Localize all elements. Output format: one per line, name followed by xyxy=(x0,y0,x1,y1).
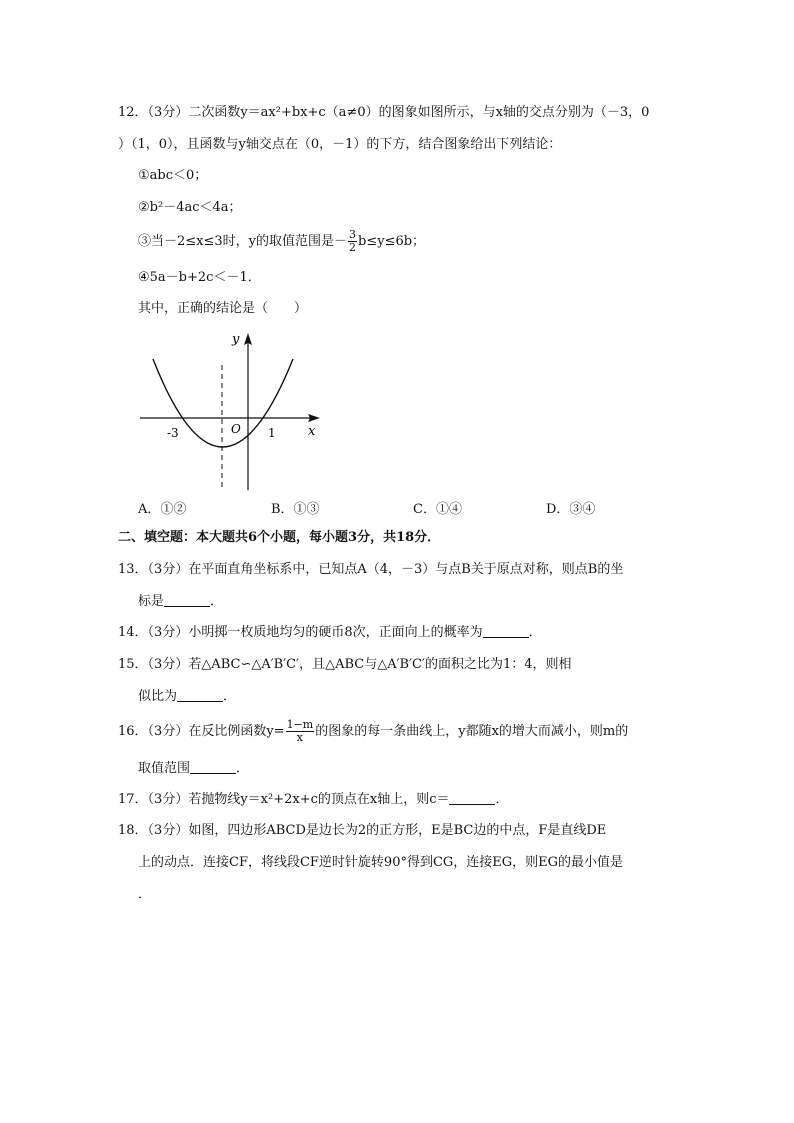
q17-text: 17．（3分）若抛物线y＝x²+2x+c的顶点在x轴上，则c＝ xyxy=(118,792,450,807)
tick-label-neg3: -3 xyxy=(167,426,179,440)
fraction-numerator: 1−m xyxy=(286,718,314,731)
q14-text: 14．（3分）小明掷一枚质地均匀的硬币8次，正面向上的概率为 xyxy=(118,625,483,640)
fraction-numerator: 3 xyxy=(349,228,357,241)
q12-line2: ）（1，0），且函数与y轴交点在（0，－1）的下方，结合图象给出下列结论： xyxy=(118,137,562,152)
y-axis-label: y xyxy=(232,332,240,347)
q13-period: ． xyxy=(210,594,224,609)
option-c[interactable]: C．①④ xyxy=(413,502,462,517)
fraction-denominator: 2 xyxy=(349,241,357,254)
q16-line1 xyxy=(118,719,628,744)
q14-answer-blank[interactable] xyxy=(483,624,529,638)
q12-conclusion-1: ①abc＜0； xyxy=(138,168,208,183)
q16-period: ． xyxy=(236,761,250,776)
q14-period: ． xyxy=(528,625,542,640)
q17-answer-blank[interactable] xyxy=(449,791,495,805)
tick-label-1: 1 xyxy=(268,426,276,440)
q16-text-c: 取值范围 xyxy=(138,761,191,776)
q13-text: 标是 xyxy=(138,594,165,609)
q15-line2 xyxy=(138,688,236,706)
q13-answer-blank[interactable] xyxy=(164,593,210,607)
q12-conclusion-2: ②b²－4ac＜4a； xyxy=(138,200,242,215)
q18-line3: ． xyxy=(138,887,152,902)
q13-line1: 13．（3分）在平面直角坐标系中，已知点A（4，－3）与点B关于原点对称，则点B的坐 xyxy=(118,562,624,577)
option-d[interactable]: D．③④ xyxy=(546,502,596,517)
origin-label: O xyxy=(231,422,241,436)
q13-line2 xyxy=(138,593,223,611)
q15-answer-blank[interactable] xyxy=(177,688,223,702)
q17-period: ． xyxy=(495,792,509,807)
q18-line1: 18．（3分）如图，四边形ABCD是边长为2的正方形，E是BC边的中点，F是直线DE xyxy=(118,823,607,838)
q15-line1: 15．（3分）若△ABC∽△A′B′C′，且△ABC与△A′B′C′的面积之比为1：4，则相 xyxy=(118,657,572,672)
q16-text-b: 的图象的每一条曲线上，y都随x的增大而减小，则m的 xyxy=(315,724,629,739)
q12-question: 其中，正确的结论是（ ） xyxy=(138,301,308,316)
q15-text: 似比为 xyxy=(138,689,178,704)
q12-line1: 12．（3分）二次函数y＝ax²+bx+c（a≠0）的图象如图所示，与x轴的交点分别为（－3，0 xyxy=(118,105,650,120)
q12-c3-suffix: b≤y≤6b； xyxy=(358,234,426,249)
q14-line xyxy=(118,624,542,642)
fraction-1-minus-m-over-x xyxy=(286,719,315,744)
option-a[interactable]: A．①② xyxy=(138,502,187,517)
section-heading-fill-blank: 二、填空题：本大题共6个小题，每小题3分，共18分． xyxy=(118,530,441,545)
q15-period: ． xyxy=(223,689,237,704)
x-axis-label: x xyxy=(308,424,316,439)
q17-line xyxy=(118,791,509,809)
q12-c3-prefix: ③当－2≤x≤3时，y的取值范围是－ xyxy=(138,234,348,249)
fraction-3-over-2 xyxy=(348,229,357,254)
q12-conclusion-4: ④5a－b+2c＜－1． xyxy=(138,270,261,285)
option-b[interactable]: B．①③ xyxy=(271,502,320,517)
q16-text-a: 16．（3分）在反比例函数y= xyxy=(118,724,285,739)
parabola-graph xyxy=(130,325,330,495)
q18-line2: 上的动点．连接CF，将线段CF逆时针旋转90°得到CG，连接EG，则EG的最小值是 xyxy=(138,855,624,870)
q12-conclusion-3 xyxy=(138,229,425,254)
q16-line2 xyxy=(138,760,249,778)
q16-answer-blank[interactable] xyxy=(190,760,236,774)
fraction-denominator: x xyxy=(296,731,303,744)
